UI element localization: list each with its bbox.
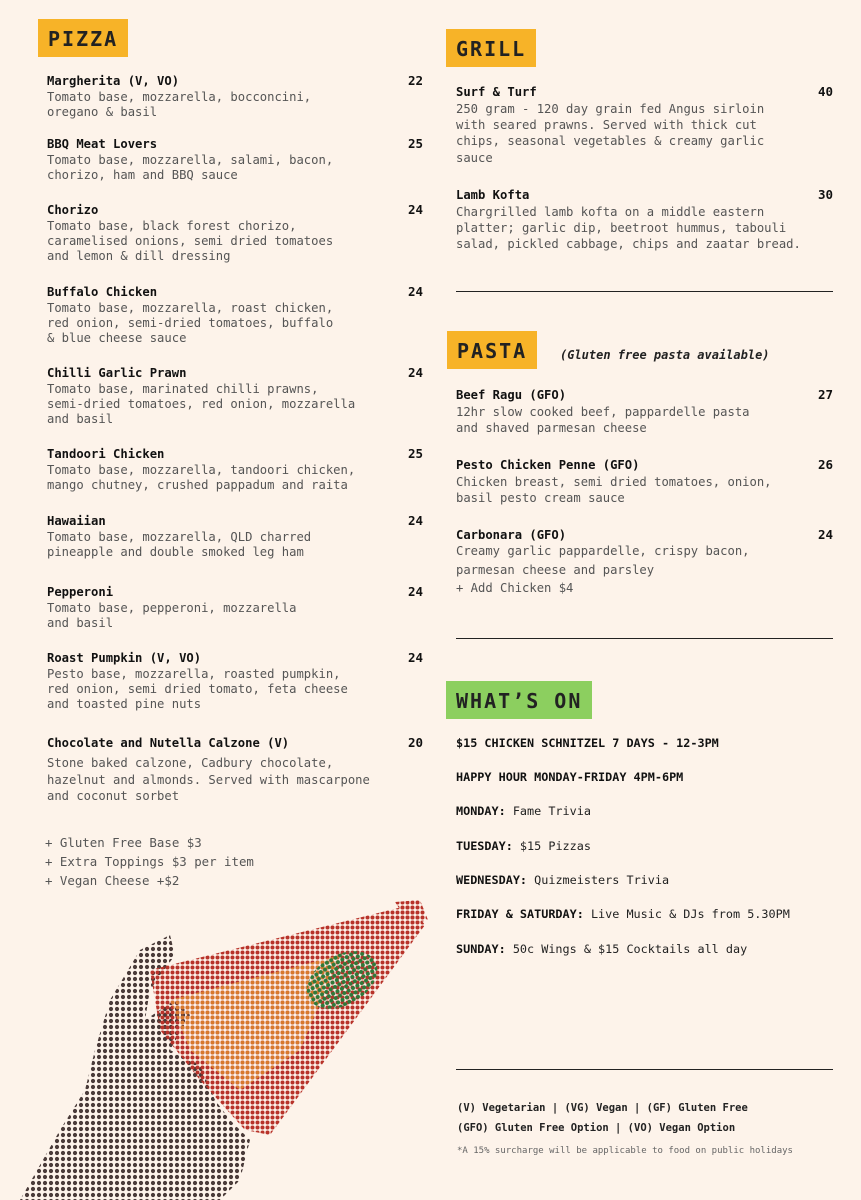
item-description: Creamy garlic pappardelle, crispy bacon, parmesan cheese and parsley + Add Chicken $4 bbox=[456, 544, 750, 595]
item-price: 27 bbox=[817, 387, 833, 402]
menu-item bbox=[47, 73, 423, 120]
item-price: 24 bbox=[407, 365, 423, 380]
whats-on-label: WEDNESDAY: bbox=[456, 873, 528, 887]
menu-item bbox=[47, 446, 423, 493]
whats-on-line bbox=[456, 736, 719, 750]
whats-on-text: Live Music & DJs from 5.30PM bbox=[583, 907, 790, 921]
pasta-section-title: PASTA bbox=[447, 331, 537, 369]
item-name: Roast Pumpkin (V, VO) bbox=[47, 651, 202, 665]
item-description: Tomato base, pepperoni, mozzarella and basil bbox=[47, 601, 297, 630]
whats-on-text: $15 Pizzas bbox=[512, 839, 591, 853]
item-description: Tomato base, mozzarella, salami, bacon, chorizo, ham and BBQ sauce bbox=[47, 153, 334, 182]
menu-item bbox=[456, 387, 833, 436]
item-name: Beef Ragu (GFO) bbox=[456, 388, 567, 402]
whats-on-label: FRIDAY & SATURDAY: bbox=[456, 907, 584, 921]
item-price: 30 bbox=[817, 187, 833, 202]
item-description: Tomato base, mozzarella, tandoori chicken, mango chutney, crushed pappadum and raita bbox=[47, 463, 356, 492]
item-name: Hawaiian bbox=[47, 514, 106, 528]
whats-on-line bbox=[456, 839, 591, 853]
whats-on-label: TUESDAY: bbox=[456, 839, 513, 853]
menu-item bbox=[456, 527, 833, 598]
item-name: Margherita (V, VO) bbox=[47, 74, 180, 88]
whats-on-line bbox=[456, 942, 747, 956]
item-price: 22 bbox=[407, 73, 423, 88]
whats-on-label: HAPPY HOUR MONDAY-FRIDAY 4PM-6PM bbox=[456, 770, 684, 784]
item-name: Lamb Kofta bbox=[456, 188, 530, 202]
item-description: Stone baked calzone, Cadbury chocolate, hazelnut and almonds. Served with mascarpone and coconut sorbet bbox=[47, 756, 370, 803]
extra-option: + Extra Toppings $3 per item bbox=[45, 854, 254, 869]
whats-on-line bbox=[456, 770, 683, 784]
item-price: 24 bbox=[407, 284, 423, 299]
item-name: Surf & Turf bbox=[456, 85, 537, 99]
menu-item bbox=[47, 365, 423, 426]
menu-item bbox=[47, 513, 423, 560]
whats-on-text: 50c Wings & $15 Cocktails all day bbox=[505, 942, 748, 956]
item-description: 250 gram - 120 day grain fed Angus sirloin with seared prawns. Served with thick cut chips, seasonal vegetables & creamy garlic sauce bbox=[456, 102, 765, 165]
item-name: Pepperoni bbox=[47, 585, 114, 599]
item-name: Buffalo Chicken bbox=[47, 285, 158, 299]
divider bbox=[456, 638, 833, 639]
item-price: 24 bbox=[407, 584, 423, 599]
item-description: Tomato base, mozzarella, roast chicken, red onion, semi-dried tomatoes, buffalo & blue cheese sauce bbox=[47, 301, 334, 345]
item-name: Carbonara (GFO) bbox=[456, 528, 567, 542]
item-price: 24 bbox=[407, 513, 423, 528]
item-description: Tomato base, black forest chorizo, caramelised onions, semi dried tomatoes and lemon & dill dressing bbox=[47, 219, 334, 263]
item-description: Tomato base, mozzarella, QLD charred pineapple and double smoked leg ham bbox=[47, 530, 312, 559]
item-price: 25 bbox=[407, 446, 423, 461]
item-price: 24 bbox=[407, 650, 423, 665]
item-description: Chicken breast, semi dried tomatoes, onion, basil pesto cream sauce bbox=[456, 475, 772, 506]
item-price: 25 bbox=[407, 136, 423, 151]
whats-on-text: Quizmeisters Trivia bbox=[527, 873, 670, 887]
whats-on-text: Fame Trivia bbox=[505, 804, 591, 818]
divider bbox=[456, 291, 833, 292]
pizza-slice-illustration bbox=[0, 880, 440, 1200]
item-description: Pesto base, mozzarella, roasted pumpkin, red onion, semi dried tomato, feta cheese and toasted pine nuts bbox=[47, 667, 348, 711]
item-name: Tandoori Chicken bbox=[47, 447, 165, 461]
extra-option: + Gluten Free Base $3 bbox=[45, 835, 202, 850]
menu-item bbox=[456, 84, 833, 166]
menu-item bbox=[47, 584, 423, 631]
extra-option: + Vegan Cheese +$2 bbox=[45, 873, 180, 888]
divider bbox=[456, 1069, 833, 1070]
menu-item bbox=[456, 457, 833, 506]
dietary-legend-line-1: (V) Vegetarian | (VG) Vegan | (GF) Gluten Free bbox=[457, 1102, 748, 1114]
whats-on-line bbox=[456, 907, 790, 921]
item-price: 26 bbox=[817, 457, 833, 472]
grill-section-title: GRILL bbox=[446, 29, 536, 67]
whats-on-line bbox=[456, 873, 669, 887]
pasta-gluten-free-note: (Gluten free pasta available) bbox=[560, 348, 770, 362]
item-description: 12hr slow cooked beef, pappardelle pasta and shaved parmesan cheese bbox=[456, 405, 750, 436]
pizza-section-title: PIZZA bbox=[38, 19, 128, 57]
item-price: 20 bbox=[407, 735, 423, 750]
item-name: Chorizo bbox=[47, 203, 99, 217]
menu-item bbox=[456, 187, 833, 253]
whats-on-line bbox=[456, 804, 591, 818]
item-name: Pesto Chicken Penne (GFO) bbox=[456, 458, 640, 472]
whats-on-label: SUNDAY: bbox=[456, 942, 506, 956]
whats-on-label: MONDAY: bbox=[456, 804, 506, 818]
dietary-legend-line-2: (GFO) Gluten Free Option | (VO) Vegan Option bbox=[457, 1122, 736, 1134]
item-name: BBQ Meat Lovers bbox=[47, 137, 158, 151]
item-price: 40 bbox=[817, 84, 833, 99]
item-price: 24 bbox=[817, 527, 833, 542]
item-name: Chilli Garlic Prawn bbox=[47, 366, 187, 380]
item-description: Tomato base, marinated chilli prawns, semi-dried tomatoes, red onion, mozzarella and basil bbox=[47, 382, 356, 426]
menu-item bbox=[47, 650, 423, 711]
item-price: 24 bbox=[407, 202, 423, 217]
whats-on-label: $15 CHICKEN SCHNITZEL 7 DAYS - 12-3PM bbox=[456, 736, 719, 750]
item-description: Tomato base, mozzarella, bocconcini, oregano & basil bbox=[47, 90, 312, 119]
item-description: Chargrilled lamb kofta on a middle eastern platter; garlic dip, beetroot hummus, tabouli salad, pickled cabbage, chips and zaatar bread. bbox=[456, 205, 801, 252]
menu-item bbox=[47, 136, 423, 183]
item-name: Chocolate and Nutella Calzone (V) bbox=[47, 736, 290, 750]
menu-item bbox=[47, 202, 423, 263]
surcharge-note: *A 15% surcharge will be applicable to food on public holidays bbox=[457, 1146, 793, 1156]
menu-item bbox=[47, 735, 423, 805]
menu-item bbox=[47, 284, 423, 345]
whats-on-section-title: WHAT’S ON bbox=[446, 681, 592, 719]
